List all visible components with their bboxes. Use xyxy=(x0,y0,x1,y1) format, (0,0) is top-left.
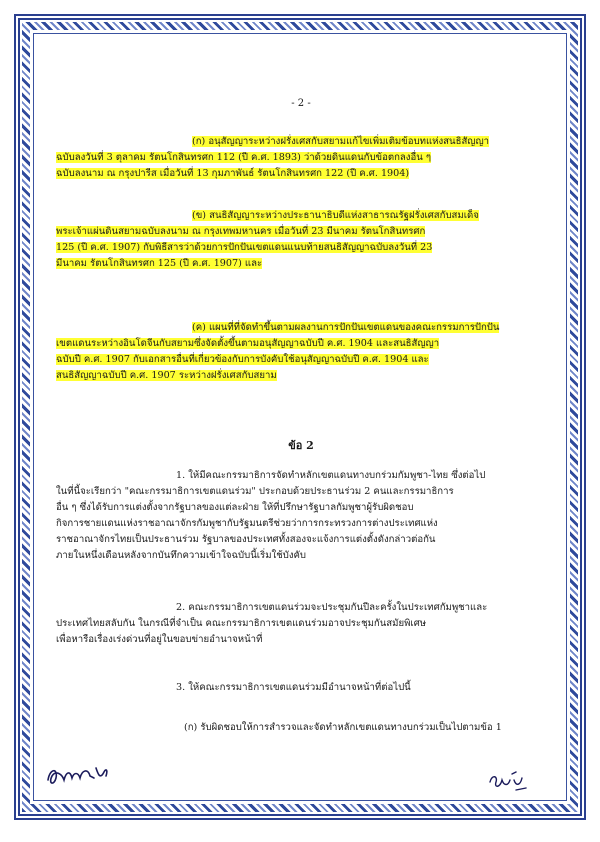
text-line: ฉบับปี ค.ศ. 1907 กับเอกสารอื่นที่เกี่ยวข้องกับการบังคับใช้อนุสัญญาฉบับปี ค.ศ. 1904 และ xyxy=(56,354,429,365)
article-heading: ข้อ 2 xyxy=(288,439,314,452)
text-line: ภายในหนึ่งเดือนหลังจากบันทึกความเข้าใจฉบับนี้เริ่มใช้บังคับ xyxy=(56,550,307,561)
text-line: ฉบับลงวันที่ 3 ตุลาคม รัตนโกสินทรศก 112 (ปี ค.ศ. 1893) ว่าด้วยดินแดนกับข้อตกลงอื่น ๆ xyxy=(56,152,432,163)
text-line: อื่น ๆ ซึ่งได้รับการแต่งตั้งจากรัฐบาลของแต่ละฝ่าย ให้ที่ปรึกษารัฐบาลกัมพูชาผู้รับผิดชอบ xyxy=(56,502,414,513)
text-line: 125 (ปี ค.ศ. 1907) กับพิธีสารว่าด้วยการปักปันเขตแดนแนบท้ายสนธิสัญญาฉบับลงวันที่ 23 xyxy=(56,242,433,253)
signature-left xyxy=(44,760,114,790)
text-line: 1. ให้มีคณะกรรมาธิการจัดทำหลักเขตแดนทางบกร่วมกัมพูชา-ไทย ซึ่งต่อไป xyxy=(176,470,486,481)
text-line: ประเทศไทยสลับกัน ในกรณีที่จำเป็น คณะกรรมาธิการเขตแดนร่วมอาจประชุมกันสมัยพิเศษ xyxy=(56,618,427,629)
paragraph-kho xyxy=(56,208,546,272)
text-line: ฉบับลงนาม ณ กรุงปารีส เมื่อวันที่ 13 กุมภาพันธ์ รัตนโกสินทรศก 122 (ปี ค.ศ. 1904) xyxy=(56,168,410,179)
paragraph-ko xyxy=(56,134,546,182)
text-line: เพื่อหารือเรื่องเร่งด่วนที่อยู่ในขอบข่ายอำนาจหน้าที่ xyxy=(56,634,263,645)
text-line: (ข) สนธิสัญญาระหว่างประธานาธิบดีแห่งสาธารณรัฐฝรั่งเศสกับสมเด็จ xyxy=(192,210,479,221)
text-line: 3. ให้คณะกรรมาธิการเขตแดนร่วมมีอำนาจหน้าที่ต่อไปนี้ xyxy=(176,682,411,693)
text-line: ในที่นี้จะเรียกว่า "คณะกรรมาธิการเขตแดนร่วม" ประกอบด้วยประธานร่วม 2 คนและกรรมาธิการ xyxy=(56,486,454,497)
text-line: เขตแดนระหว่างอินโดจีนกับสยามซึ่งจัดตั้งขึ้นตามอนุสัญญาฉบับปี ค.ศ. 1904 และสนธิสัญญา xyxy=(56,338,440,349)
text-line: สนธิสัญญาฉบับปี ค.ศ. 1907 ระหว่างฝรั่งเศสกับสยาม xyxy=(56,370,277,381)
paragraph-2 xyxy=(56,600,546,648)
signature-right xyxy=(486,768,530,794)
text-line: พระเจ้าแผ่นดินสยามฉบับลงนาม ณ กรุงเทพมหานคร เมื่อวันที่ 23 มีนาคม รัตนโกสินทรศก xyxy=(56,226,426,237)
text-line: (ค) แผนที่ที่จัดทำขึ้นตามผลงานการปักปันเขตแดนของคณะกรรมการปักปัน xyxy=(192,322,500,333)
text-line: ราชอาณาจักรไทยเป็นประธานร่วม รัฐบาลของประเทศทั้งสองจะแจ้งการแต่งตั้งดังกล่าวต่อกัน xyxy=(56,534,436,545)
paragraph-1 xyxy=(56,468,546,564)
page-number: - 2 - xyxy=(291,98,311,109)
paragraph-3 xyxy=(56,680,546,696)
text-line: (ก) อนุสัญญาระหว่างฝรั่งเศสกับสยามแก้ไขเพิ่มเติมข้อบทแห่งสนธิสัญญา xyxy=(192,136,490,147)
text-line: มีนาคม รัตนโกสินทรศก 125 (ปี ค.ศ. 1907) และ xyxy=(56,258,263,269)
paragraph-3-ko xyxy=(56,720,546,736)
text-line: 2. คณะกรรมาธิการเขตแดนร่วมจะประชุมกันปีละครั้งในประเทศกัมพูชาและ xyxy=(176,602,488,613)
text-line: กิจการชายแดนแห่งราชอาณาจักรกัมพูชากับรัฐมนตรีช่วยว่าการกระทรวงการต่างประเทศแห่ง xyxy=(56,518,438,529)
paragraph-kho-khwai xyxy=(56,320,546,384)
text-line: (ก) รับผิดชอบให้การสำรวจและจัดทำหลักเขตแดนทางบกร่วมเป็นไปตามข้อ 1 xyxy=(184,722,502,733)
